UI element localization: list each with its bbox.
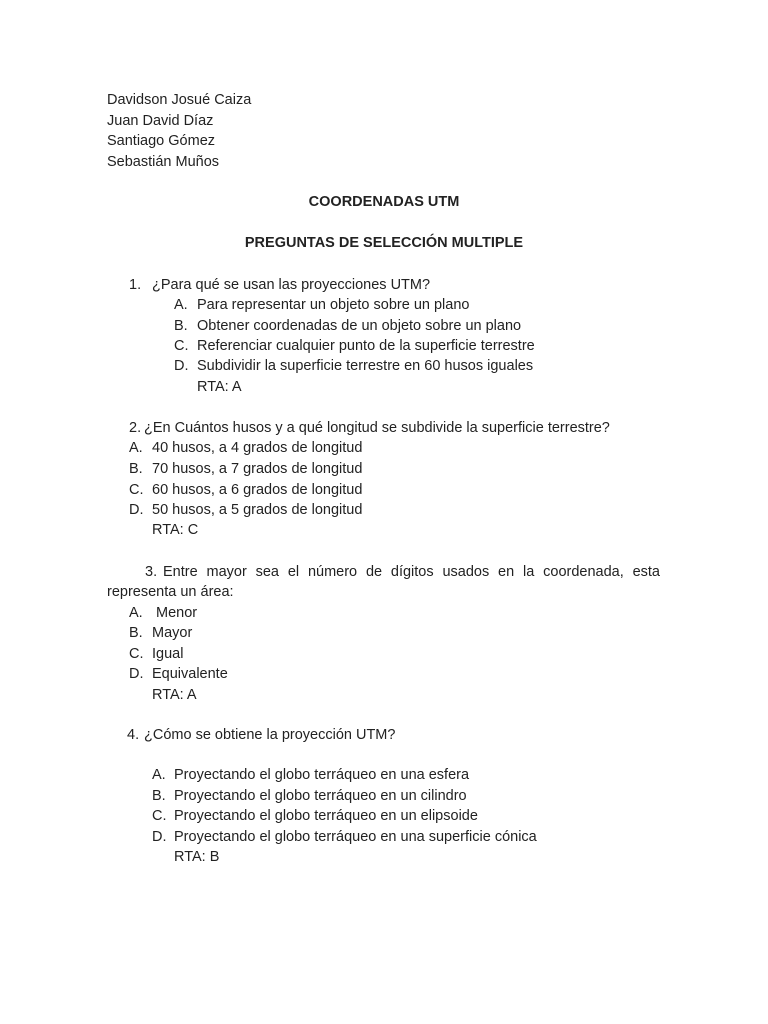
option-text: Equivalente [152, 666, 228, 682]
option-text: Obtener coordenadas de un objeto sobre un plano [197, 318, 522, 334]
option-text: 60 husos, a 6 grados de longitud [152, 482, 363, 498]
document-title: COORDENADAS UTM [308, 194, 460, 210]
option-letter: D. [152, 829, 167, 845]
question-text: ¿Cómo se obtiene la proyección UTM? [144, 727, 396, 743]
option-text: Proyectando el globo terráqueo en una superficie cónica [174, 829, 537, 845]
question-text: ¿Para qué se usan las proyecciones UTM? [152, 277, 431, 293]
option-letter: A. [129, 440, 143, 456]
option-text: 50 husos, a 5 grados de longitud [152, 502, 363, 518]
question-number: 2. [129, 420, 142, 436]
option-text: Proyectando el globo terráqueo en un cilindro [174, 788, 467, 804]
option-letter: B. [174, 318, 188, 334]
option-letter: D. [174, 358, 189, 374]
question-number: 3. [145, 564, 158, 580]
document-subtitle: PREGUNTAS DE SELECCIÓN MULTIPLE [244, 235, 524, 251]
option-text: Subdividir la superficie terrestre en 60 husos iguales [197, 358, 534, 374]
option-text: 40 husos, a 4 grados de longitud [152, 440, 363, 456]
option-letter: D. [129, 502, 144, 518]
option-letter: C. [174, 338, 189, 354]
answer-text: RTA: A [197, 379, 242, 395]
option-text: Igual [152, 646, 184, 662]
author-name: Juan David Díaz [107, 113, 214, 129]
option-letter: C. [129, 482, 144, 498]
option-letter: B. [152, 788, 166, 804]
author-name: Santiago Gómez [107, 133, 216, 149]
author-name: Sebastián Muños [107, 154, 220, 170]
question-text: Entre mayor sea el número de dígitos usados en la coordenada, esta [163, 564, 660, 580]
option-letter: A. [174, 297, 188, 313]
answer-text: RTA: A [152, 687, 197, 703]
option-text: Proyectando el globo terráqueo en una esfera [174, 767, 470, 783]
option-letter: C. [129, 646, 144, 662]
option-text: Referenciar cualquier punto de la superficie terrestre [197, 338, 535, 354]
question-text: ¿En Cuántos husos y a qué longitud se subdivide la superficie terrestre? [144, 420, 610, 436]
author-name: Davidson Josué Caiza [107, 92, 252, 108]
question-number: 4. [127, 727, 140, 743]
answer-text: RTA: B [174, 849, 220, 865]
option-text: Proyectando el globo terráqueo en un elipsoide [174, 808, 478, 824]
question-number: 1. [129, 277, 142, 293]
option-text: Para representar un objeto sobre un plano [197, 297, 470, 313]
question-text-continued: representa un área: [107, 584, 234, 600]
option-letter: B. [129, 625, 143, 641]
option-letter: B. [129, 461, 143, 477]
option-letter: A. [152, 767, 166, 783]
option-letter: D. [129, 666, 144, 682]
option-text: Menor [152, 605, 198, 621]
option-text: Mayor [152, 625, 193, 641]
option-letter: C. [152, 808, 167, 824]
answer-text: RTA: C [152, 522, 199, 538]
option-letter: A. [129, 605, 143, 621]
option-text: 70 husos, a 7 grados de longitud [152, 461, 363, 477]
